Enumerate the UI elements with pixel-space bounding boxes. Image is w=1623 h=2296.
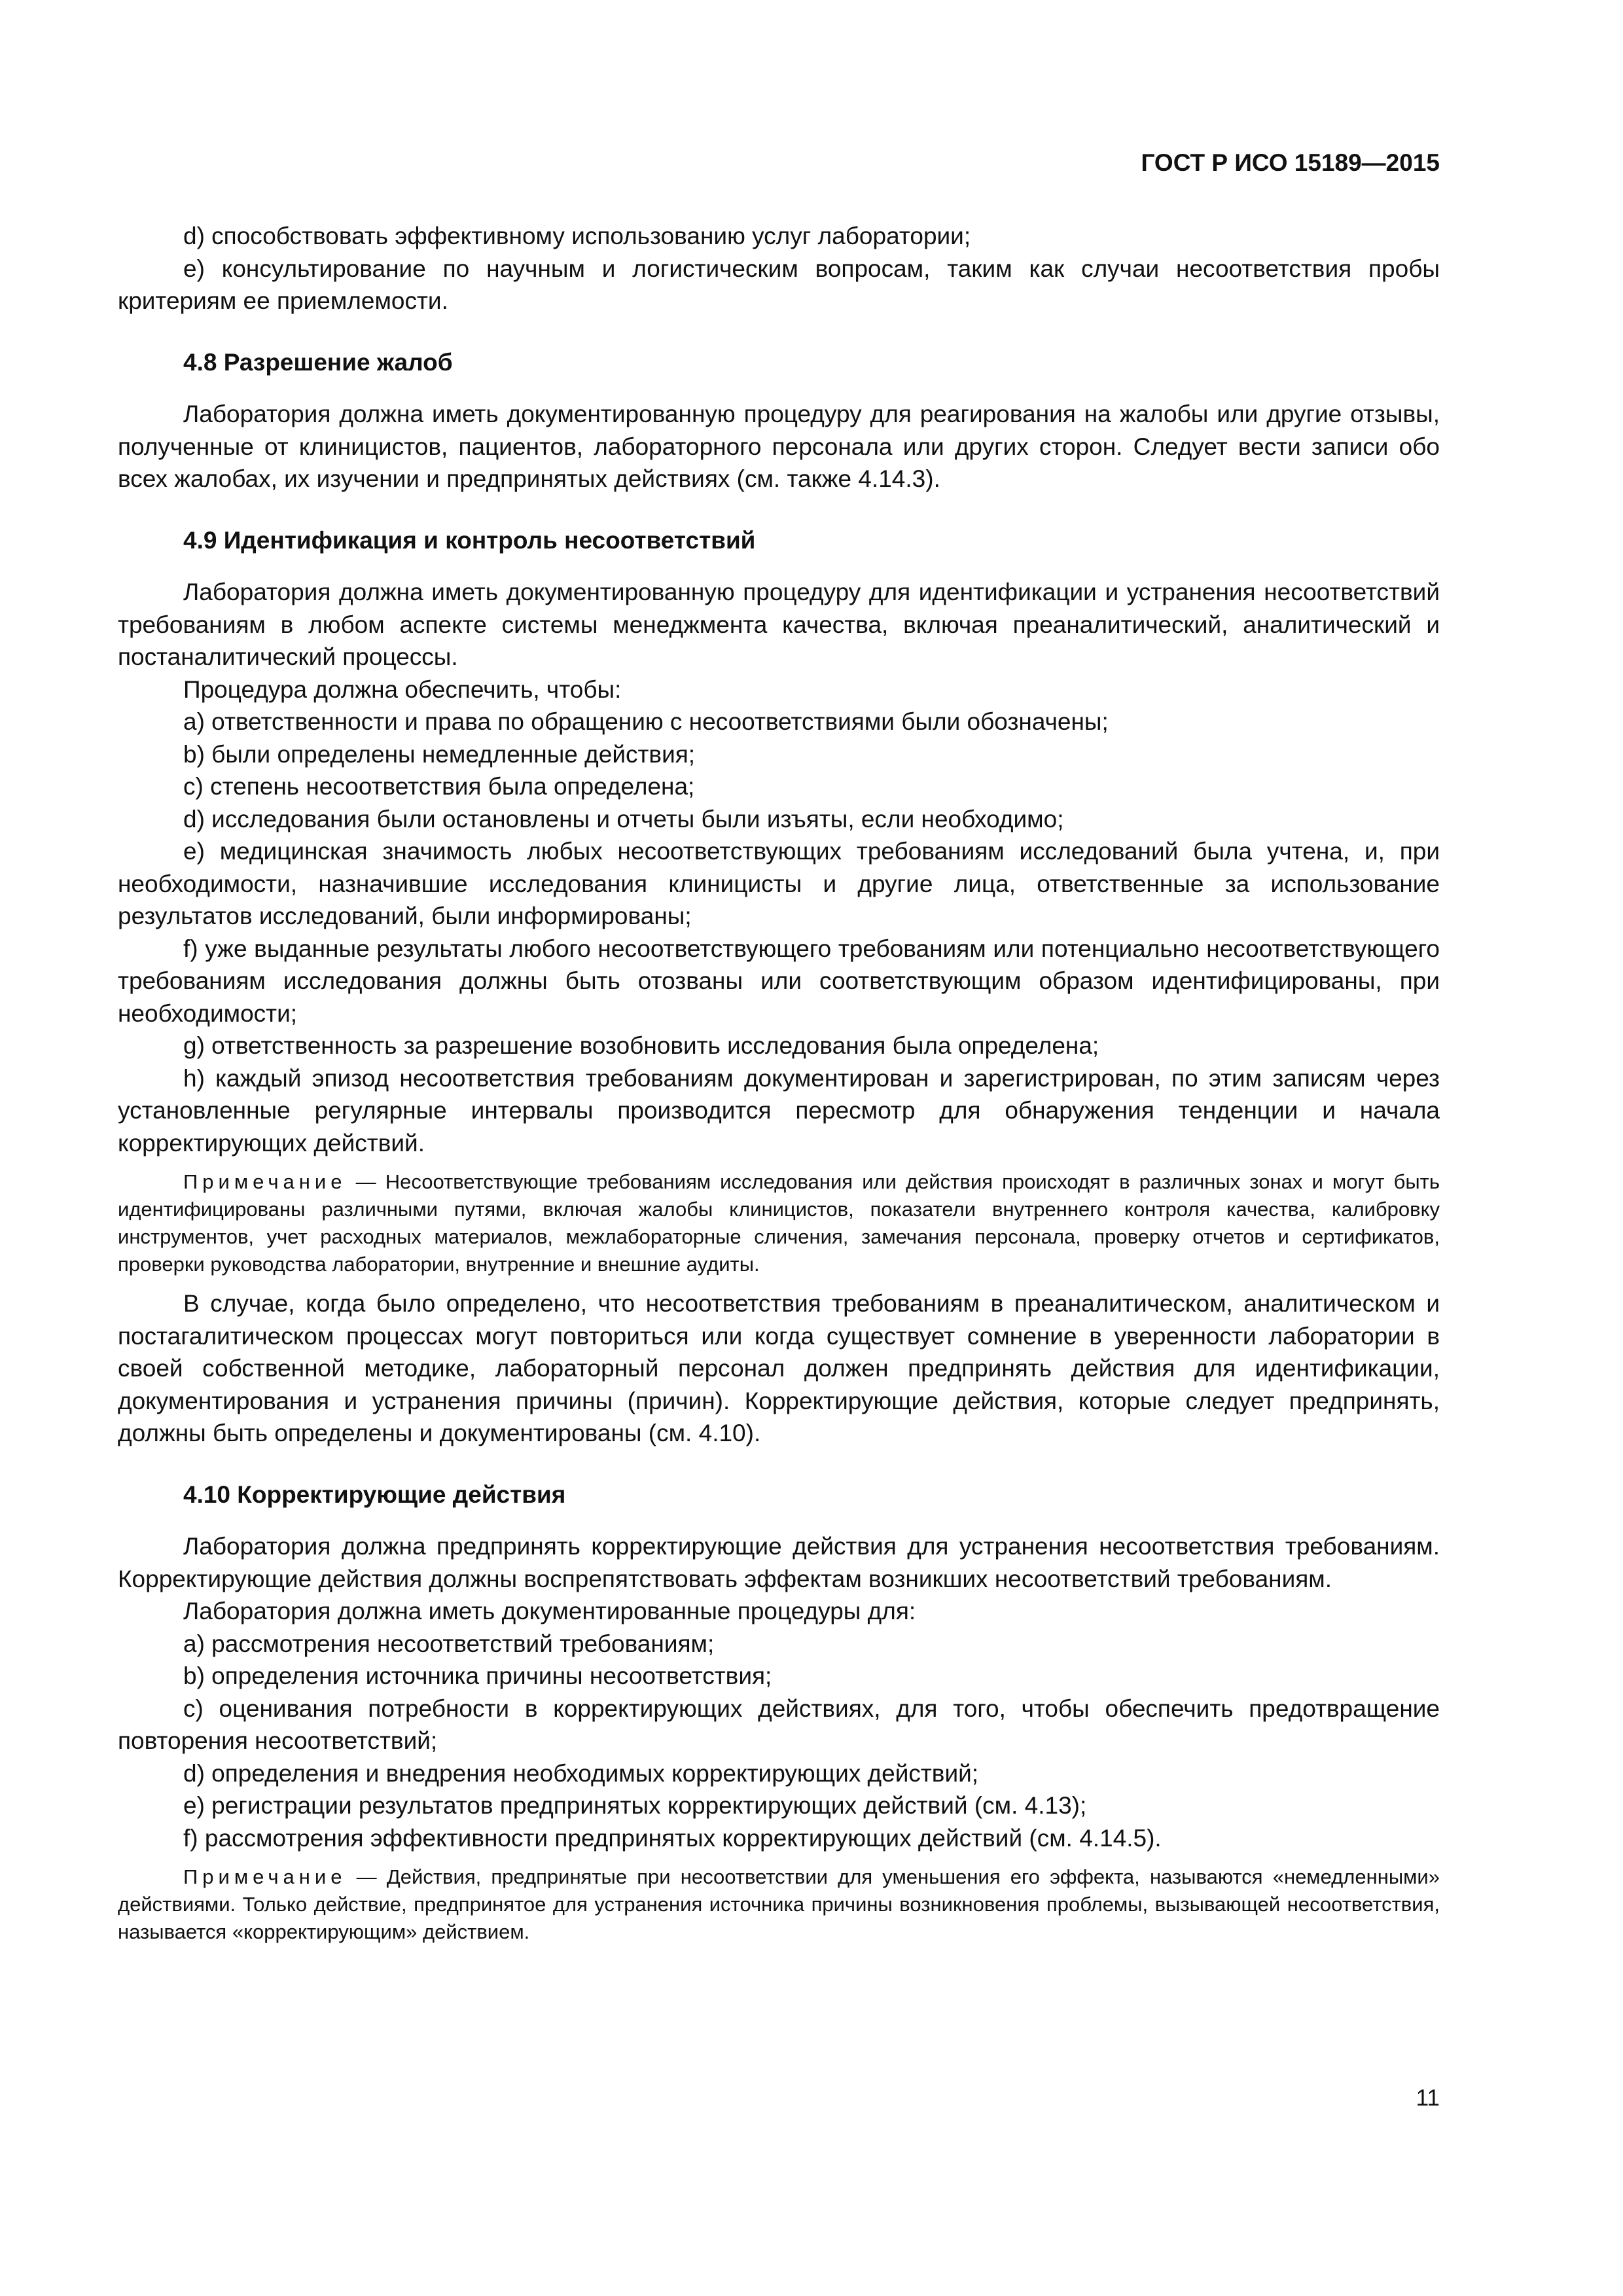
section-4-10-paragraph: Лаборатория должна предпринять корректирующие действия для устранения несоответствия требованиям. Корректирующие действия должны воспрепятствовать эффектам возникших несоответствий требованиям. xyxy=(118,1533,1440,1592)
document-header: ГОСТ Р ИСО 15189—2015 xyxy=(1141,149,1440,176)
list-item: g) ответственность за разрешение возобновить исследования была определена; xyxy=(183,1032,1099,1059)
note-label: Примечание xyxy=(183,1170,347,1193)
list-item: a) ответственности и права по обращению с несоответствиями были обозначены; xyxy=(183,708,1109,735)
list-item: h) каждый эпизод несоответствия требованиям документирован и зарегистрирован, по этим записям через установленные регулярные интервалы производится пересмотр для обнаружения тенденции и начала корректирующих действий. xyxy=(118,1064,1440,1157)
section-4-8-paragraph: Лаборатория должна иметь документированную процедуру для реагирования на жалобы или другие отзывы, полученные от клиницистов, пациентов, лабораторного персонала или других сторон. Следует вести записи обо всех жалобах, их изучении и предпринятых действиях (см. также 4.14.3). xyxy=(118,401,1440,492)
section-4-9-heading: 4.9 Идентификация и контроль несоответствий xyxy=(183,526,756,554)
section-4-10-procedure-intro: Лаборатория должна иметь документированные процедуры для: xyxy=(183,1598,916,1624)
list-item: a) рассмотрения несоответствий требованиям; xyxy=(183,1630,715,1657)
list-item: b) определения источника причины несоответствия; xyxy=(183,1662,772,1689)
list-item: c) степень несоответствия была определена; xyxy=(183,773,695,800)
list-item: f) рассмотрения эффективности предпринятых корректирующих действий (см. 4.14.5). xyxy=(183,1824,1162,1852)
intro-item-d: d) способствовать эффективному использованию услуг лаборатории; xyxy=(183,223,971,249)
list-item: e) регистрации результатов предпринятых корректирующих действий (см. 4.13); xyxy=(183,1792,1087,1819)
section-4-8-heading: 4.8 Разрешение жалоб xyxy=(183,348,453,376)
list-item: d) исследования были остановлены и отчеты были изъяты, если необходимо; xyxy=(183,805,1064,833)
section-4-9-closing-paragraph: В случае, когда было определено, что несоответствия требованиям в преаналитическом, аналитическом и постагалитическом процессах могут повториться или когда существует сомнение в уверенности лаборатории в своей собственной методике, лабораторный персонал должен предпринять действия для идентификации, документирования и устранения причины (причин). Корректирующие действия, которые следует предпринять, должны быть определены и документированы (см. 4.10). xyxy=(118,1290,1440,1446)
list-item: e) медицинская значимость любых несоответствующих требованиям исследований была учтена, и, при необходимости, назначившие исследования клиницисты и другие лица, ответственные за использование результатов исследований, были информированы; xyxy=(118,838,1440,929)
section-4-9-procedure-intro: Процедура должна обеспечить, чтобы: xyxy=(183,675,622,703)
list-item: c) оценивания потребности в корректирующих действиях, для того, чтобы обеспечить предотвращение повторения несоответствий; xyxy=(118,1695,1440,1754)
page-number: 11 xyxy=(1416,2085,1440,2111)
section-4-9-paragraph: Лаборатория должна иметь документированную процедуру для идентификации и устранения несоответствий требованиям в любом аспекте системы менеджмента качества, включая преаналитический, аналитический и постаналитический процессы. xyxy=(118,579,1440,670)
section-4-10-note xyxy=(118,1863,1440,1946)
intro-item-e: e) консультирование по научным и логистическим вопросам, таким как случаи несоответствия пробы критериям ее приемлемости. xyxy=(118,255,1440,314)
section-4-10-heading: 4.10 Корректирующие действия xyxy=(183,1480,566,1508)
document-body xyxy=(118,220,1440,1946)
note-text: — Несоответствующие требованиям исследования или действия происходят в различных зонах и могут быть идентифицированы различными путями, включая жалобы клиницистов, показатели внутреннего контроля качества, калибровку инструментов, учет расходных материалов, межлабораторные сличения, замечания персонала, проверку отчетов и сертификатов, проверки руководства лаборатории, внутренние и внешние аудиты. xyxy=(118,1170,1440,1276)
note-label: Примечание xyxy=(183,1865,347,1888)
list-item: d) определения и внедрения необходимых корректирующих действий; xyxy=(183,1759,979,1787)
list-item: b) были определены немедленные действия; xyxy=(183,740,696,768)
section-4-9-note xyxy=(118,1168,1440,1278)
list-item: f) уже выданные результаты любого несоответствующего требованиям или потенциально несоответствующего требованиям исследования должны быть отозваны или соответствующим образом идентифицированы, при необходимости; xyxy=(118,935,1440,1027)
note-text: — Действия, предпринятые при несоответствии для уменьшения его эффекта, называются «немедленными» действиями. Только действие, предпринятое для устранения источника причины возникновения проблемы, вызывающей несоответствия, называется «корректирующим» действием. xyxy=(118,1865,1440,1943)
